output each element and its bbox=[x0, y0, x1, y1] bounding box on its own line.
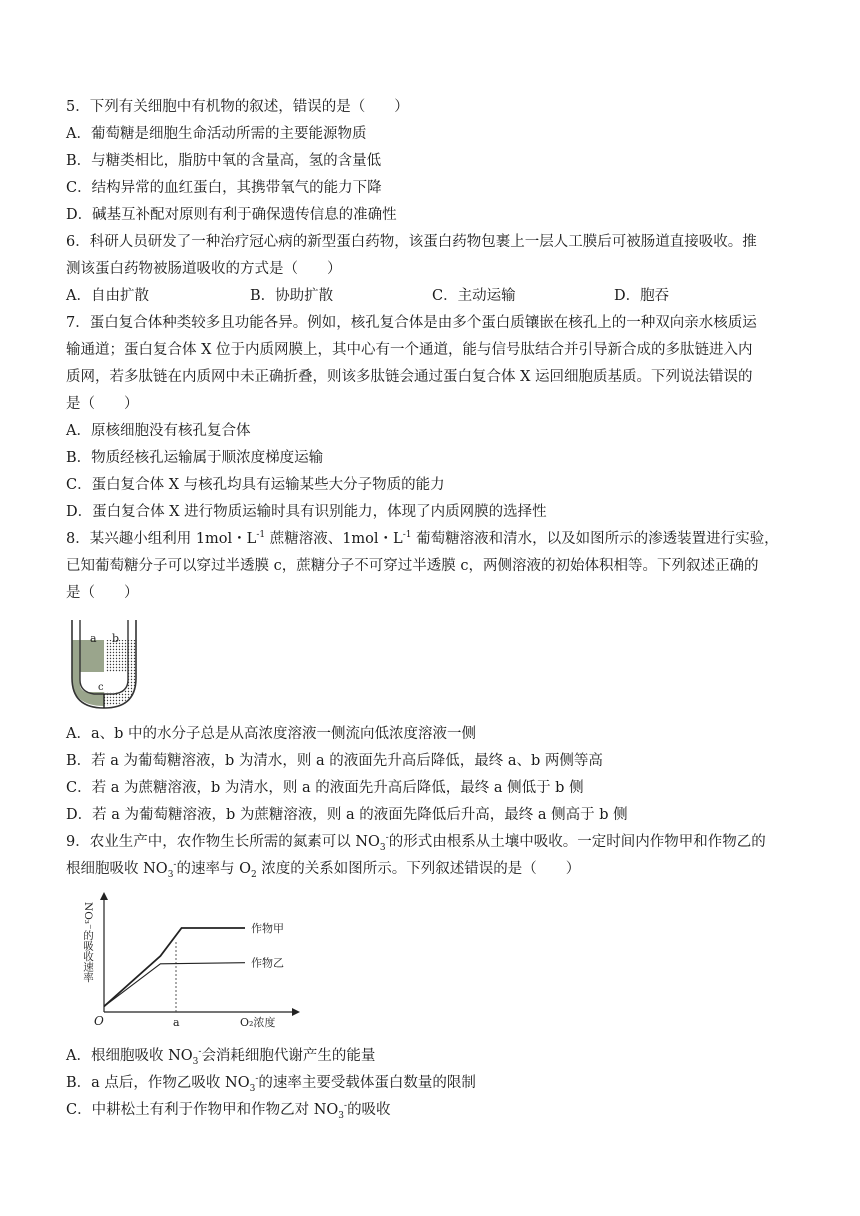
q7-stem-line-3: 质网，若多肽链在内质网中未正确折叠，则该多肽链会通过蛋白复合体 X 运回细胞质基质。下列说法错误的 bbox=[66, 369, 753, 385]
q9-option-part: 的吸收 bbox=[347, 1102, 391, 1118]
q9-superscript: - bbox=[344, 1101, 348, 1112]
q9-option-b bbox=[66, 1073, 476, 1093]
q9-superscript: - bbox=[198, 1047, 202, 1058]
q9-option-part: 的速率主要受载体蛋白数量的限制 bbox=[258, 1075, 476, 1091]
q7-option-d: D．蛋白复合体 X 进行物质运输时具有识别能力，体现了内质网膜的选择性 bbox=[66, 504, 547, 520]
x-axis-label: O₂浓度 bbox=[240, 1016, 276, 1029]
q8-option-b: B．若 a 为葡萄糖溶液，b 为清水，则 a 的液面先升高后降低，最终 a、b 两侧等高 bbox=[66, 753, 603, 769]
q9-stem-part: 浓度的关系如图所示。下列叙述错误的是（ ） bbox=[256, 861, 581, 877]
q7-option-b: B．物质经核孔运输属于顺浓度梯度运输 bbox=[66, 450, 324, 466]
q9-stem-part: 的形式由根系从土壤中吸收。一定时间内作物甲和作物乙的 bbox=[388, 834, 766, 850]
label-b: b bbox=[112, 632, 120, 645]
q9-subscript: 3 bbox=[379, 842, 386, 853]
q6-option-c: C．主动运输 bbox=[432, 288, 516, 304]
q8-stem-line-3: 是（ ） bbox=[66, 585, 139, 601]
q9-subscript: 3 bbox=[167, 869, 174, 880]
q8-option-c: C．若 a 为蔗糖溶液，b 为清水，则 a 的液面先升高后降低，最终 a 侧低于 b 侧 bbox=[66, 780, 584, 796]
series-label-1: 作物甲 bbox=[251, 922, 284, 935]
label-a: a bbox=[90, 632, 97, 645]
q8-stem-line-1 bbox=[66, 529, 779, 549]
x-axis-arrow bbox=[292, 1008, 300, 1016]
q8-unit-exponent: -1 bbox=[402, 530, 412, 541]
series-line-2 bbox=[104, 963, 245, 1007]
q8-option-d: D．若 a 为葡萄糖溶液，b 为蔗糖溶液，则 a 的液面先降低后升高，最终 a 侧高于 b 侧 bbox=[66, 807, 628, 823]
q6-stem-line-2: 测该蛋白药物被肠道吸收的方式是（ ） bbox=[66, 261, 342, 277]
q9-superscript: - bbox=[173, 860, 177, 871]
q8-stem-part: 8．某兴趣小组利用 1mol・L bbox=[66, 531, 257, 547]
absorption-rate-chart bbox=[70, 892, 300, 1032]
q9-stem-line-1 bbox=[66, 832, 766, 852]
q6-option-d: D．胞吞 bbox=[614, 288, 670, 304]
q9-stem-line-2 bbox=[66, 859, 580, 879]
q9-subscript: 3 bbox=[338, 1110, 345, 1121]
q8-stem-part: 葡萄糖溶液和清水，以及如图所示的渗透装置进行实验， bbox=[411, 531, 779, 547]
q7-stem-line-4: 是（ ） bbox=[66, 396, 139, 412]
q9-subscript: 2 bbox=[250, 869, 257, 880]
q9-option-part: A．根细胞吸收 NO bbox=[66, 1048, 193, 1064]
x-marker-label: a bbox=[173, 1016, 180, 1029]
q6-option-b: B．协助扩散 bbox=[250, 288, 334, 304]
q5-option-a: A．葡萄糖是细胞生命活动所需的主要能源物质 bbox=[66, 126, 367, 142]
q9-option-part: 会消耗细胞代谢产生的能量 bbox=[201, 1048, 376, 1064]
q9-stem-part: 根细胞吸收 NO bbox=[66, 861, 168, 877]
q9-stem-part: 9．农业生产中，农作物生长所需的氮素可以 NO bbox=[66, 834, 380, 850]
q9-option-a bbox=[66, 1046, 375, 1066]
q9-subscript: 3 bbox=[249, 1083, 256, 1094]
q9-superscript: - bbox=[385, 833, 389, 844]
series-line-1 bbox=[104, 928, 245, 1006]
q5-option-d: D．碱基互补配对原则有利于确保遗传信息的准确性 bbox=[66, 207, 397, 223]
q8-unit-exponent: -1 bbox=[256, 530, 266, 541]
q7-stem-line-1: 7．蛋白复合体种类较多且功能各异。例如，核孔复合体是由多个蛋白质镶嵌在核孔上的一种双向亲水核质运 bbox=[66, 315, 757, 331]
q7-option-c: C．蛋白复合体 X 与核孔均具有运输某些大分子物质的能力 bbox=[66, 477, 445, 493]
q5-option-b: B．与糖类相比，脂肪中氧的含量高，氢的含量低 bbox=[66, 153, 382, 169]
q9-option-c bbox=[66, 1100, 391, 1120]
q7-option-a: A．原核细胞没有核孔复合体 bbox=[66, 423, 251, 439]
q8-stem-part: 蔗糖溶液、1mol・L bbox=[265, 531, 403, 547]
q9-option-part: B．a 点后，作物乙吸收 NO bbox=[66, 1075, 250, 1091]
q6-option-a: A．自由扩散 bbox=[66, 288, 149, 304]
q9-option-part: C．中耕松土有利于作物甲和作物乙对 NO bbox=[66, 1102, 339, 1118]
y-axis-label: NO₃⁻的吸收速率 bbox=[82, 902, 94, 983]
q7-stem-line-2: 输通道；蛋白复合体 X 位于内质网膜上，其中心有一个通道，能与信号肽结合并引导新合成的多肽链进入内 bbox=[66, 342, 753, 358]
q5-option-c: C．结构异常的血红蛋白，其携带氧气的能力下降 bbox=[66, 180, 382, 196]
q9-stem-part: 的速率与 O bbox=[176, 861, 251, 877]
q5-stem: 5．下列有关细胞中有机物的叙述，错误的是（ ） bbox=[66, 99, 409, 115]
q6-stem-line-1: 6．科研人员研发了一种治疗冠心病的新型蛋白药物，该蛋白药物包裹上一层人工膜后可被肠道直接吸收。推 bbox=[66, 234, 757, 250]
q8-option-a: A．a、b 中的水分子总是从高浓度溶液一侧流向低浓度溶液一侧 bbox=[66, 726, 477, 742]
y-axis-arrow bbox=[100, 892, 108, 900]
series-label-2: 作物乙 bbox=[251, 956, 284, 970]
q9-subscript: 3 bbox=[192, 1056, 199, 1067]
q9-superscript: - bbox=[255, 1074, 259, 1085]
label-c: c bbox=[98, 682, 104, 693]
u-tube-figure bbox=[70, 618, 140, 710]
q8-stem-line-2: 已知葡萄糖分子可以穿过半透膜 c，蔗糖分子不可穿过半透膜 c，两侧溶液的初始体积相等。下列叙述正确的 bbox=[66, 558, 759, 574]
origin-label: O bbox=[94, 1014, 104, 1028]
